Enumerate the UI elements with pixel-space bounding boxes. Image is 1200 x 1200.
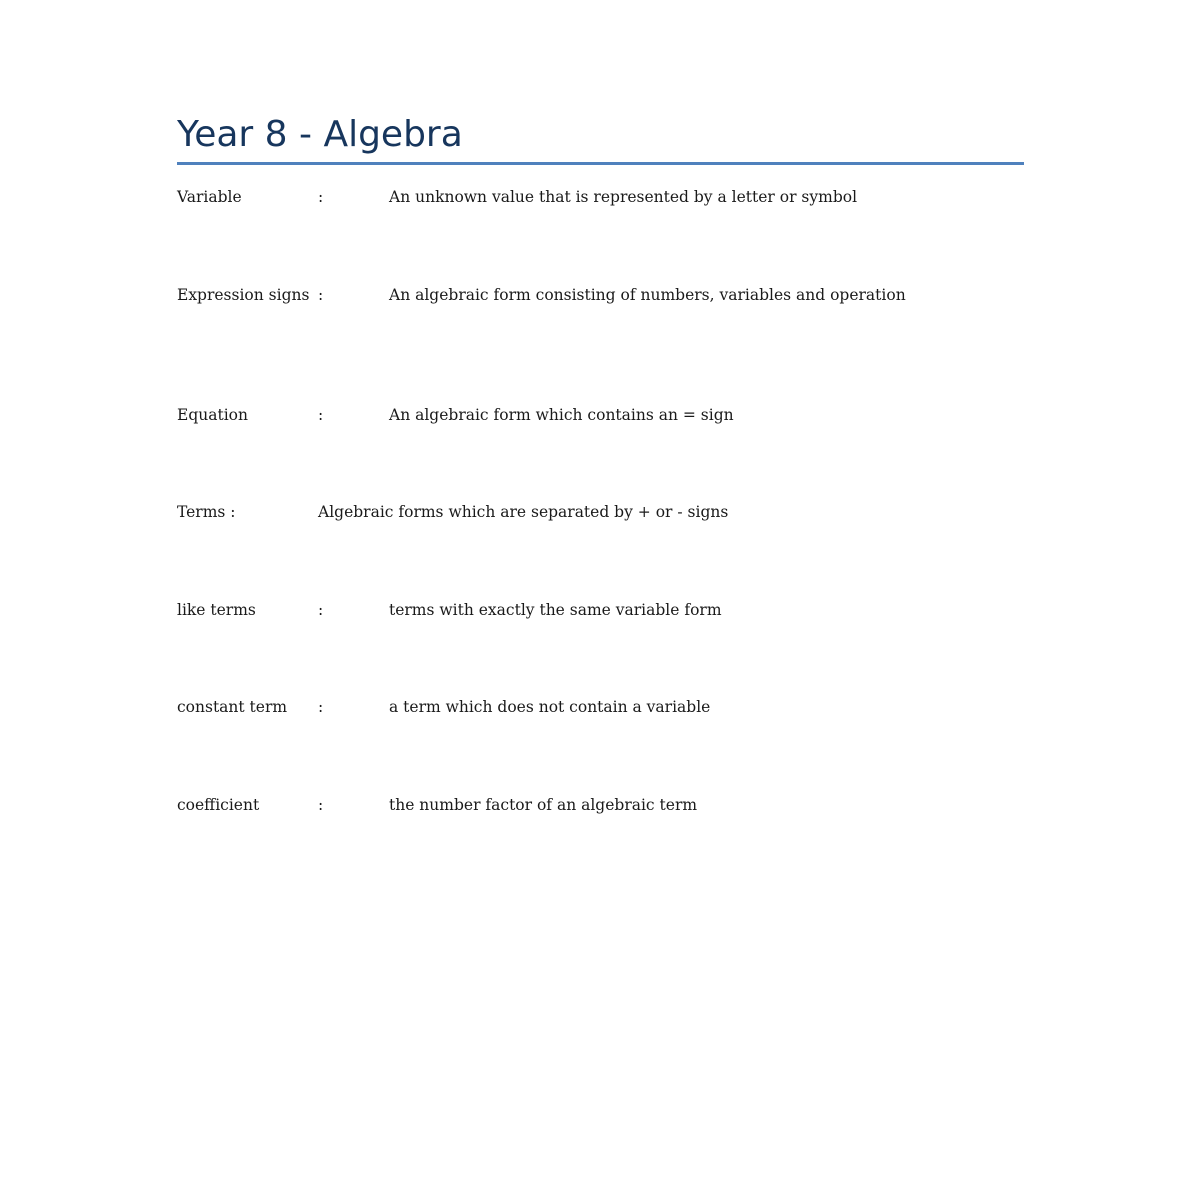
- glossary-separator: :: [318, 188, 324, 206]
- glossary-term: Expression signs: [177, 286, 310, 304]
- glossary-definition: An unknown value that is represented by a letter or symbol: [389, 188, 858, 206]
- glossary-definition: a term which does not contain a variable: [389, 698, 711, 716]
- glossary-separator: :: [318, 406, 324, 424]
- glossary-definition: terms with exactly the same variable form: [389, 601, 722, 619]
- glossary-definition: An algebraic form consisting of numbers, variables and operation: [389, 286, 906, 304]
- glossary-separator: :: [318, 601, 324, 619]
- glossary-definition: An algebraic form which contains an = sign: [389, 406, 734, 424]
- glossary-definition: the number factor of an algebraic term: [389, 796, 698, 814]
- glossary-separator: :: [318, 698, 324, 716]
- glossary-term: coefficient: [177, 796, 260, 814]
- glossary-separator: :: [318, 286, 324, 304]
- page-title: Year 8 - Algebra: [177, 114, 463, 155]
- glossary-definition: Algebraic forms which are separated by + or - signs: [318, 503, 729, 521]
- glossary-term: constant term: [177, 698, 288, 716]
- title-underline: [177, 162, 1024, 165]
- glossary-term: Equation: [177, 406, 248, 424]
- glossary-separator: :: [318, 796, 324, 814]
- glossary-term: Variable: [177, 188, 242, 206]
- glossary-term: like terms: [177, 601, 256, 619]
- glossary-term: Terms :: [177, 503, 236, 521]
